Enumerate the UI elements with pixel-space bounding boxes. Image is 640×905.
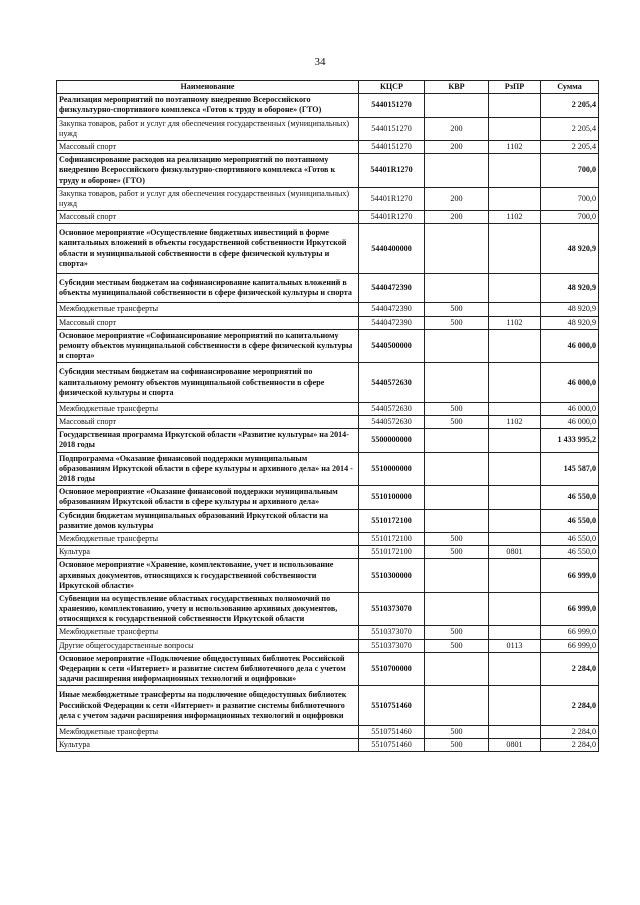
cell-name: Субсидии местным бюджетам на софинансирование мероприятий по капитальному ремонту объектов муниципальной собственности в сфере физической культуры и спорта: [57, 363, 359, 403]
table-row: [57, 652, 599, 686]
cell-kcsr: 5440572630: [359, 363, 425, 403]
cell-kvr: [425, 592, 489, 626]
cell-sum: 48 920,9: [541, 316, 599, 329]
cell-sum: 700,0: [541, 154, 599, 188]
cell-name: Другие общегосударственные вопросы: [57, 639, 359, 652]
cell-name: Культура: [57, 739, 359, 752]
cell-kvr: 500: [425, 739, 489, 752]
cell-name: Основное мероприятие «Оказание финансовой поддержки муниципальным образованиям Иркутской области в сфере культуры и архивного дела»: [57, 486, 359, 509]
table-row: [57, 686, 599, 726]
cell-kcsr: 5440472390: [359, 316, 425, 329]
cell-kcsr: 5440500000: [359, 329, 425, 363]
cell-name: Субсидии местным бюджетам на софинансирование капитальных вложений в объекты муниципальной собственности в сфере физической культуры и спорта: [57, 274, 359, 303]
cell-sum: 2 205,4: [541, 140, 599, 153]
cell-sum: 700,0: [541, 211, 599, 224]
table-row: [57, 452, 599, 486]
cell-name: Реализация мероприятий по поэтапному внедрению Всероссийского физкультурно-спортивного комплекса «Готов к труду и обороне» (ГТО): [57, 94, 359, 117]
table-row: [57, 211, 599, 224]
cell-kvr: [425, 486, 489, 509]
cell-kcsr: 5510751460: [359, 686, 425, 726]
cell-sum: 66 999,0: [541, 559, 599, 593]
cell-rzpr: [489, 154, 541, 188]
cell-kvr: 200: [425, 117, 489, 140]
table-body: [57, 94, 599, 752]
table-row: [57, 363, 599, 403]
table-row: [57, 532, 599, 545]
cell-kcsr: 5440472390: [359, 274, 425, 303]
table-row: [57, 486, 599, 509]
cell-kvr: 500: [425, 532, 489, 545]
cell-sum: 46 550,0: [541, 546, 599, 559]
cell-sum: 46 550,0: [541, 532, 599, 545]
cell-kcsr: 54401R1270: [359, 187, 425, 210]
cell-kcsr: 54401R1270: [359, 154, 425, 188]
header-rzpr: РзПР: [489, 81, 541, 94]
cell-kvr: [425, 652, 489, 686]
table-row: [57, 626, 599, 639]
cell-sum: 145 587,0: [541, 452, 599, 486]
cell-sum: 2 284,0: [541, 739, 599, 752]
cell-name: Субвенции на осуществление областных государственных полномочий по хранению, комплектованию, учету и использованию архивных документов, относящихся к государственной собственности Иркутской области: [57, 592, 359, 626]
cell-name: Субсидии бюджетам муниципальных образований Иркутской области на развитие домов культуры: [57, 509, 359, 532]
cell-name: Межбюджетные трансферты: [57, 402, 359, 415]
header-sum: Сумма: [541, 81, 599, 94]
cell-rzpr: [489, 117, 541, 140]
cell-kvr: [425, 509, 489, 532]
cell-name: Основное мероприятие «Софинансирование мероприятий по капитальному ремонту объектов муниципальной собственности в сфере физической культуры и спорта»: [57, 329, 359, 363]
table-row: [57, 429, 599, 452]
table-row: [57, 117, 599, 140]
cell-kvr: [425, 329, 489, 363]
cell-sum: 46 000,0: [541, 363, 599, 403]
table-row: [57, 725, 599, 738]
cell-kcsr: 5510100000: [359, 486, 425, 509]
budget-table: [56, 80, 599, 752]
cell-rzpr: [489, 486, 541, 509]
cell-rzpr: 0113: [489, 639, 541, 652]
cell-rzpr: [489, 187, 541, 210]
cell-kvr: 200: [425, 140, 489, 153]
table-row: [57, 140, 599, 153]
cell-name: Межбюджетные трансферты: [57, 626, 359, 639]
cell-kvr: 500: [425, 725, 489, 738]
cell-kcsr: 5510000000: [359, 452, 425, 486]
cell-rzpr: [489, 725, 541, 738]
cell-kvr: 500: [425, 316, 489, 329]
cell-kcsr: 5510751460: [359, 725, 425, 738]
cell-rzpr: [489, 652, 541, 686]
cell-sum: 1 433 995,2: [541, 429, 599, 452]
table-row: [57, 546, 599, 559]
cell-kvr: [425, 94, 489, 117]
cell-kcsr: 5510373070: [359, 592, 425, 626]
cell-rzpr: [489, 274, 541, 303]
cell-rzpr: [489, 509, 541, 532]
cell-kcsr: 5440572630: [359, 402, 425, 415]
cell-kcsr: 54401R1270: [359, 211, 425, 224]
cell-sum: 2 284,0: [541, 686, 599, 726]
cell-rzpr: 0801: [489, 739, 541, 752]
cell-kvr: [425, 363, 489, 403]
cell-kcsr: 5510300000: [359, 559, 425, 593]
cell-name: Основное мероприятие «Хранение, комплектование, учет и использование архивных документов, относящихся к государственной собственности Иркутской области»: [57, 559, 359, 593]
cell-name: Массовый спорт: [57, 316, 359, 329]
cell-kcsr: 5440400000: [359, 224, 425, 274]
cell-rzpr: 1102: [489, 416, 541, 429]
cell-kcsr: 5510172100: [359, 509, 425, 532]
cell-sum: 46 000,0: [541, 329, 599, 363]
cell-sum: 66 999,0: [541, 626, 599, 639]
cell-rzpr: [489, 592, 541, 626]
table-row: [57, 154, 599, 188]
header-kcsr: КЦСР: [359, 81, 425, 94]
cell-name: Культура: [57, 546, 359, 559]
cell-kcsr: 5510373070: [359, 626, 425, 639]
cell-kvr: 200: [425, 187, 489, 210]
cell-sum: 700,0: [541, 187, 599, 210]
cell-kvr: 500: [425, 546, 489, 559]
cell-kvr: 500: [425, 416, 489, 429]
cell-kcsr: 5440572630: [359, 416, 425, 429]
cell-kcsr: 5510172100: [359, 532, 425, 545]
cell-rzpr: [489, 559, 541, 593]
cell-sum: 66 999,0: [541, 592, 599, 626]
cell-rzpr: [489, 363, 541, 403]
cell-sum: 48 920,9: [541, 274, 599, 303]
cell-sum: 2 284,0: [541, 652, 599, 686]
cell-sum: 46 550,0: [541, 509, 599, 532]
table-row: [57, 416, 599, 429]
cell-rzpr: [489, 224, 541, 274]
cell-kvr: 500: [425, 402, 489, 415]
header-kvr: КВР: [425, 81, 489, 94]
cell-name: Подпрограмма «Оказание финансовой поддержки муниципальным образованиям Иркутской области в сфере культуры и архивного дела» на 2014 - 2018 годы: [57, 452, 359, 486]
cell-rzpr: 0801: [489, 546, 541, 559]
cell-kcsr: 5440151270: [359, 94, 425, 117]
table-row: [57, 639, 599, 652]
cell-name: Государственная программа Иркутской области «Развитие культуры» на 2014-2018 годы: [57, 429, 359, 452]
cell-sum: 48 920,9: [541, 224, 599, 274]
cell-rzpr: [489, 532, 541, 545]
table-row: [57, 224, 599, 274]
cell-rzpr: [489, 329, 541, 363]
cell-sum: 48 920,9: [541, 303, 599, 316]
cell-kcsr: 5440151270: [359, 117, 425, 140]
cell-rzpr: 1102: [489, 316, 541, 329]
table-row: [57, 316, 599, 329]
cell-kcsr: 5510172100: [359, 546, 425, 559]
table-header-row: [57, 81, 599, 94]
cell-kvr: 200: [425, 211, 489, 224]
cell-kvr: [425, 452, 489, 486]
cell-kcsr: 5500000000: [359, 429, 425, 452]
cell-name: Массовый спорт: [57, 211, 359, 224]
cell-name: Основное мероприятие «Осуществление бюджетных инвестиций в форме капитальных вложений в объекты государственной собственности Иркутской области и муниципальной собственности в сфере физической культуры и спорта»: [57, 224, 359, 274]
cell-kvr: [425, 224, 489, 274]
table-row: [57, 274, 599, 303]
cell-sum: 46 550,0: [541, 486, 599, 509]
cell-sum: 2 205,4: [541, 94, 599, 117]
cell-kvr: 500: [425, 303, 489, 316]
cell-sum: 2 284,0: [541, 725, 599, 738]
table-row: [57, 329, 599, 363]
cell-rzpr: [489, 303, 541, 316]
cell-rzpr: [489, 94, 541, 117]
cell-kvr: [425, 429, 489, 452]
page-number: 34: [314, 56, 326, 68]
cell-name: Закупка товаров, работ и услуг для обеспечения государственных (муниципальных) нужд: [57, 187, 359, 210]
cell-name: Софинансирование расходов на реализацию мероприятий по поэтапному внедрению Всероссийского физкультурно-спортивного комплекса «Готов к труду и обороне» (ГТО): [57, 154, 359, 188]
cell-kvr: [425, 154, 489, 188]
cell-sum: 46 000,0: [541, 416, 599, 429]
table-row: [57, 739, 599, 752]
cell-name: Массовый спорт: [57, 140, 359, 153]
cell-name: Основное мероприятие «Подключение общедоступных библиотек Российской Федерации к сети «Интернет» и развитие систем библиотечного дела с учетом задачи расширения информационных технологий и оцифровки»: [57, 652, 359, 686]
cell-kvr: [425, 274, 489, 303]
cell-name: Межбюджетные трансферты: [57, 532, 359, 545]
cell-name: Иные межбюджетные трансферты на подключение общедоступных библиотек Российской Федерации к сети «Интернет» и развитие системы библиотечного дела с учетом задачи расширения информационных технологий и оцифровки: [57, 686, 359, 726]
cell-kcsr: 5510751460: [359, 739, 425, 752]
header-name: Наименование: [57, 81, 359, 94]
cell-kcsr: 5510373070: [359, 639, 425, 652]
cell-name: Межбюджетные трансферты: [57, 725, 359, 738]
table-row: [57, 303, 599, 316]
cell-rzpr: [489, 429, 541, 452]
cell-rzpr: [489, 626, 541, 639]
table-row: [57, 402, 599, 415]
cell-kcsr: 5440151270: [359, 140, 425, 153]
cell-name: Межбюджетные трансферты: [57, 303, 359, 316]
cell-kcsr: 5510700000: [359, 652, 425, 686]
cell-kvr: 500: [425, 639, 489, 652]
cell-name: Массовый спорт: [57, 416, 359, 429]
cell-rzpr: [489, 402, 541, 415]
cell-sum: 2 205,4: [541, 117, 599, 140]
table-row: [57, 592, 599, 626]
cell-kvr: 500: [425, 626, 489, 639]
cell-rzpr: 1102: [489, 140, 541, 153]
cell-kvr: [425, 559, 489, 593]
cell-rzpr: [489, 452, 541, 486]
cell-rzpr: 1102: [489, 211, 541, 224]
table-row: [57, 509, 599, 532]
table-row: [57, 559, 599, 593]
cell-sum: 66 999,0: [541, 639, 599, 652]
cell-rzpr: [489, 686, 541, 726]
cell-name: Закупка товаров, работ и услуг для обеспечения государственных (муниципальных) нужд: [57, 117, 359, 140]
cell-kvr: [425, 686, 489, 726]
cell-kcsr: 5440472390: [359, 303, 425, 316]
cell-sum: 46 000,0: [541, 402, 599, 415]
table-row: [57, 94, 599, 117]
table-row: [57, 187, 599, 210]
